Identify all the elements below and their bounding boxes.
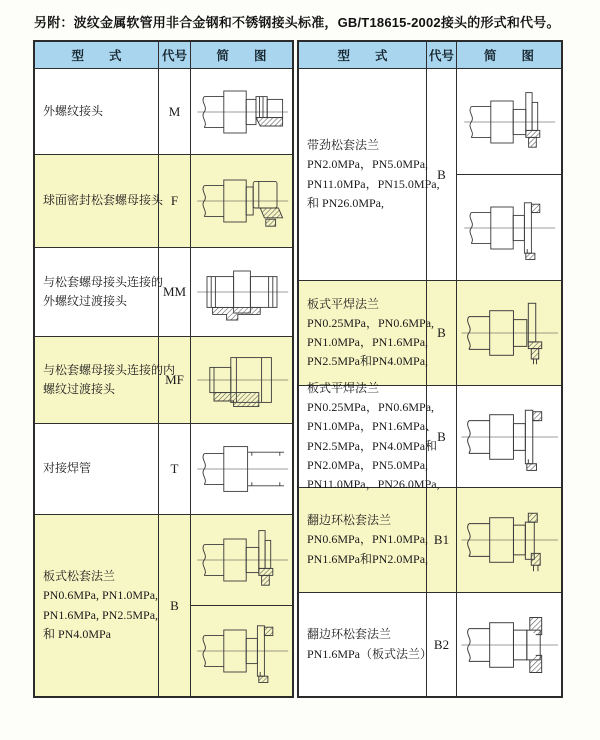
header-code: 代号 [427,42,457,68]
document-title: 另附：波纹金属软管用非合金钢和不锈钢接头标准，GB/T18615-2002接头的形式和代号。 [34,15,560,30]
fitting-type-label [299,380,440,491]
fitting-code: B [427,281,457,385]
fitting-diagram-cell [191,424,292,514]
fitting-type-line: PN11.0MPa，PN15.0MPa, [307,176,440,191]
fitting-type-label [299,69,440,280]
fitting-diagram-cell [191,69,292,154]
spherical-seal-loose-nut-fitting-diagram [191,155,292,247]
fitting-type-line: PN1.6MPa（板式法兰） [307,646,433,661]
table-left-half [33,40,294,698]
loose-plate-flange-front-diagram [191,515,292,605]
fitting-code: B1 [427,488,457,592]
header-diagram: 简 图 [216,49,267,63]
table-row [299,281,561,386]
female-thread-adapter-diagram [191,337,292,423]
table-header-row [35,42,292,69]
fitting-type-line: 带劲松套法兰 [307,138,380,153]
butt-weld-pipe-diagram [191,424,292,514]
fitting-type-label [299,488,427,592]
male-thread-adapter-diagram [191,248,292,336]
fitting-type-line: 翻边环松套法兰 [307,627,392,642]
header-code: 代号 [159,42,191,68]
header-diagram: 简 图 [483,49,534,63]
fitting-type-line: PN0.25MPa，PN0.6MPa, [307,315,435,330]
fitting-type-line: PN2.5MPa，PN4.0MPa和 [307,438,438,453]
fitting-type-line: PN2.0MPa，PN5.0MPa, [307,157,429,172]
table-row [299,380,561,491]
loose-plate-flange-front-diagram [457,69,561,174]
header-type: 型 式 [299,42,427,68]
fitting-type-line: PN0.6MPa, PN1.0MPa, [43,588,159,603]
fitting-type-label [35,155,164,247]
fitting-type-line: 外螺纹接头 [43,103,104,118]
flanged-collar-loose-flange-diagram [457,488,561,592]
fitting-type-line: 板式平焊法兰 [307,380,380,395]
fitting-code: B2 [427,593,457,696]
fitting-type-line: PN11.0MPa，PN26.0MPa, [307,476,440,491]
header-type: 型 式 [35,42,159,68]
fitting-type-line: 板式平焊法兰 [307,296,380,311]
fitting-type-line: 球面密封松套螺母接头 [43,193,164,208]
fitting-code: MM [159,248,191,336]
fitting-code: T [159,424,191,514]
table-header-row [299,42,561,69]
loose-plate-flange-back-diagram [457,174,561,280]
fitting-diagram-cell [457,281,561,385]
table-right-rows [299,69,561,696]
fitting-code: B [159,515,191,696]
fitting-type-line: PN0.25MPa，PN0.6MPa, [307,400,435,415]
fitting-type-line: PN1.6MPa, PN2.5MPa, [43,607,159,622]
fitting-diagram-cell [457,593,561,696]
loose-plate-flange-back-diagram [191,605,292,696]
fitting-type-line: PN1.0MPa，PN1.6MPa、 [307,419,438,434]
fitting-type-label [35,69,159,154]
fitting-diagram-cell [191,248,292,336]
fitting-code: MF [159,337,191,423]
table-row [35,248,292,337]
fitting-type-line: 和 PN26.0MPa, [307,195,385,210]
table-row [299,69,561,281]
table-row [35,337,292,424]
loose-plate-flange-back-diagram [457,386,561,487]
fitting-code: F [159,155,191,247]
table-row [35,155,292,248]
fitting-code: B [427,386,457,487]
fitting-code: B [427,69,457,280]
fitting-type-label [35,248,164,336]
fitting-type-line: 螺纹过渡接头 [43,382,116,396]
fitting-type-line: 外螺纹过渡接头 [43,294,128,308]
fitting-type-line: PN2.5MPa和PN4.0MPa, [307,354,429,369]
fitting-type-label [35,424,159,514]
fitting-type-table [33,40,563,698]
fitting-type-line: PN1.0MPa，PN1.6MPa, [307,335,429,349]
male-thread-fitting-diagram [191,69,292,154]
fitting-diagram-cell [191,155,292,247]
table-right-half [297,40,563,698]
fitting-type-line: 和 PN4.0MPa [43,626,112,641]
fitting-type-line: PN2.0MPa，PN5.0MPa, [307,457,429,472]
fitting-type-label [299,281,435,385]
fitting-diagram-cell [191,337,292,423]
fitting-diagram-cell [457,488,561,592]
fitting-type-label [35,515,159,696]
fitting-diagram-cell [457,69,561,280]
fitting-type-line: PN0.6MPa，PN1.0MPa, [307,532,429,547]
table-row [35,424,292,515]
table-row [35,69,292,155]
fitting-diagram-cell [457,386,561,487]
table-row [299,488,561,593]
fitting-type-line: PN1.6MPa和PN2.0MPa, [307,551,429,566]
fitting-type-line: 翻边环松套法兰 [307,513,392,528]
table-row [35,515,292,696]
fitting-type-line: 对接焊管 [43,461,92,476]
fitting-diagram-cell [191,515,292,696]
table-left-rows [35,69,292,696]
fitting-type-line: 与松套螺母接头连接的内 [43,362,176,377]
fitting-type-line: 与松套螺母接头连接的 [43,274,164,289]
fitting-code: M [159,69,191,154]
flanged-ring-loose-flange-diagram [457,593,561,696]
fitting-type-line: 板式松套法兰 [43,569,116,584]
welded-plate-flange-diagram [457,281,561,385]
table-row [299,593,561,696]
fitting-type-label [299,593,433,696]
